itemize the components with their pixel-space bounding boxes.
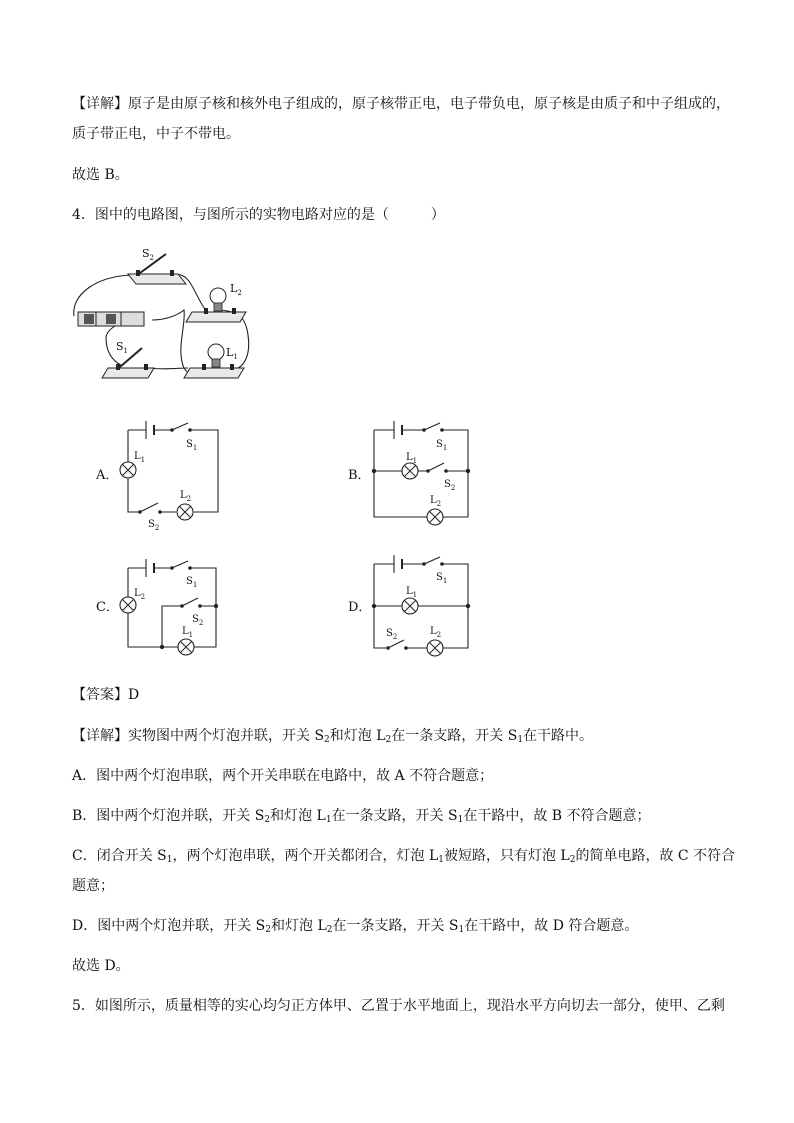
- label-l1: $L_1$: [226, 346, 238, 361]
- option-d-label: D．: [348, 600, 372, 615]
- q4-conclusion: 故选 D。: [72, 958, 130, 974]
- q4-explain-a: A．图中两个灯泡串联，两个开关串联在电路中，故 A 不符合题意；: [72, 768, 494, 784]
- lamp-icon: [427, 509, 443, 525]
- svg-text:S2: $S_2$: [444, 479, 456, 492]
- svg-text:L1: $L_1$: [406, 586, 418, 599]
- q4-explain-c-line2: 题意；: [72, 878, 114, 894]
- lamp-icon: [120, 462, 136, 478]
- lamp-icon: [120, 597, 136, 613]
- q3-conclusion: 故选 B。: [72, 167, 129, 183]
- label-s1: $S_1$: [116, 340, 129, 355]
- battery-icon: [78, 312, 144, 326]
- option-c-label: C．: [96, 600, 119, 615]
- label-s2: $S_2$: [142, 247, 155, 262]
- lamp-icon: [402, 463, 418, 479]
- option-b-circuit: [366, 415, 486, 530]
- svg-text:S2: $S_2$: [148, 519, 160, 532]
- svg-text:L1: $L_1$: [406, 452, 418, 465]
- lamp-icon: [402, 598, 418, 614]
- answer-tag: 【答案】: [72, 687, 128, 703]
- option-b-label: B．: [348, 468, 371, 483]
- physical-circuit-figure: [66, 240, 256, 390]
- option-d-circuit: [366, 550, 486, 662]
- q4-explain-d: D．图中两个灯泡并联，开关 $S_2$和灯泡 $L_2$在一条支路，开关 $S_1$在干路中，故 D 符合题意。: [72, 918, 639, 935]
- svg-text:L1: $L_1$: [134, 451, 146, 464]
- svg-text:S1: $S_1$: [436, 439, 448, 452]
- detail-tag: 【详解】: [72, 728, 128, 744]
- svg-text:S1: $S_1$: [186, 576, 198, 589]
- q4-explain-b: B．图中两个灯泡并联，开关 $S_2$和灯泡 $L_1$在一条支路，开关 $S_1$在干路中，故 B 不符合题意；: [72, 808, 651, 825]
- svg-text:S1: $S_1$: [186, 439, 198, 452]
- svg-text:L2: $L_2$: [134, 588, 146, 601]
- lamp-l1-icon: [184, 344, 244, 378]
- q5-question: 5．如图所示，质量相等的实心均匀正方体甲、乙置于水平地面上，现沿水平方向切去一部分，使甲、乙剩: [72, 998, 725, 1014]
- svg-text:S1: $S_1$: [436, 572, 448, 585]
- svg-text:S2: $S_2$: [192, 614, 204, 627]
- lamp-icon: [177, 504, 193, 520]
- option-a-label: A．: [96, 468, 119, 483]
- q4-answer: [72, 685, 139, 705]
- option-a-circuit: [110, 415, 230, 532]
- svg-text:L1: $L_1$: [182, 626, 194, 639]
- q4-question: 4．图中的电路图，与图所示的实物电路对应的是（ ）: [72, 207, 445, 223]
- label-l2: $L_2$: [230, 282, 242, 297]
- option-c-circuit: [110, 550, 230, 660]
- switch-s2-icon: [128, 254, 186, 284]
- q3-detail-line2: 质子带正电，中子不带电。: [72, 126, 240, 142]
- lamp-icon: [178, 639, 194, 655]
- svg-text:S2: $S_2$: [386, 628, 398, 641]
- q4-explain-c: C．闭合开关 $S_1$，两个灯泡串联，两个开关都闭合，灯泡 $L_1$被短路，只有灯泡 $L_2$的简单电路，故 C 不符合: [72, 848, 736, 865]
- svg-text:L2: $L_2$: [430, 626, 442, 639]
- svg-text:L2: $L_2$: [430, 495, 442, 508]
- lamp-icon: [427, 640, 443, 656]
- q3-detail-line1: 【详解】原子是由原子核和核外电子组成的，原子核带正电，电子带负电，原子核是由质子和中子组成的，: [72, 96, 730, 112]
- answer-value: D: [128, 687, 140, 703]
- svg-text:L2: $L_2$: [180, 490, 192, 503]
- detail-tag: 【详解】: [72, 96, 128, 112]
- q4-detail: 【详解】实物图中两个灯泡并联，开关 $S_2$和灯泡 $L_2$在一条支路，开关 $S_1$在干路中。: [72, 728, 594, 745]
